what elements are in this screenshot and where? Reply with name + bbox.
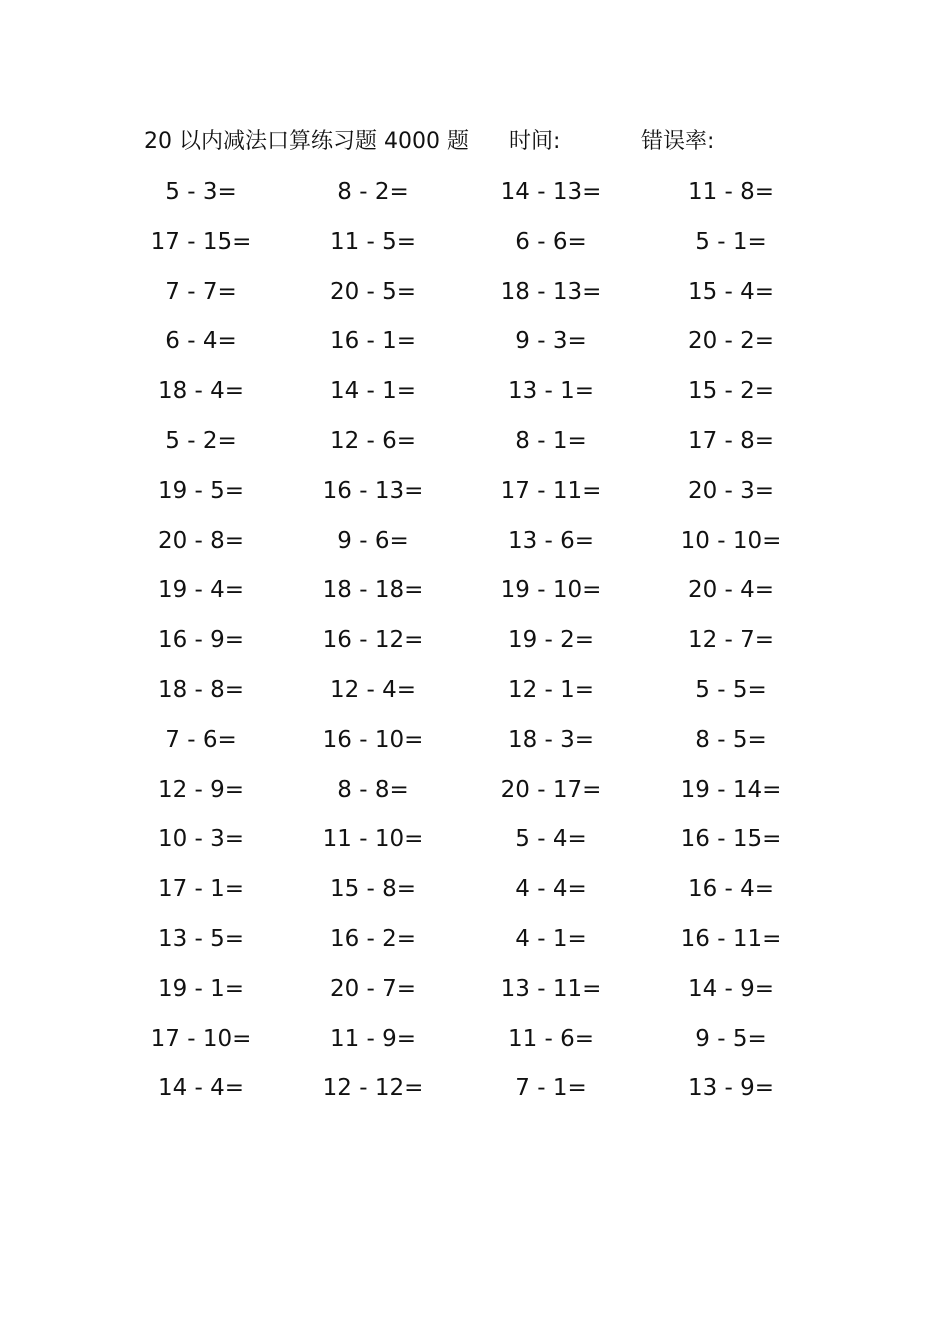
problem-cell: 20 - 2= [687, 328, 775, 355]
problem-cell: 19 - 5= [157, 477, 245, 504]
problem-cell: 6 - 6= [515, 228, 587, 255]
problem-cell: 14 - 4= [157, 1075, 245, 1102]
problem-cell: 5 - 5= [695, 676, 767, 703]
problem-cell: 7 - 7= [165, 278, 237, 305]
problem-cell: 19 - 1= [157, 975, 245, 1002]
problem-cell: 20 - 5= [329, 278, 417, 305]
problem-cell: 15 - 2= [687, 378, 775, 405]
problem-row [0, 720, 950, 770]
problem-cell: 7 - 6= [165, 726, 237, 753]
problem-cell: 16 - 15= [680, 826, 782, 853]
problem-cell: 11 - 6= [507, 1025, 595, 1052]
problem-cell: 8 - 8= [337, 776, 409, 803]
problem-row [0, 819, 950, 869]
problem-row [0, 620, 950, 670]
problem-cell: 14 - 9= [687, 975, 775, 1002]
problem-row [0, 371, 950, 421]
problem-cell: 13 - 9= [687, 1075, 775, 1102]
problem-cell: 8 - 2= [337, 179, 409, 205]
problem-row [0, 969, 950, 1019]
problem-row [0, 670, 950, 720]
problem-cell: 10 - 10= [680, 527, 782, 554]
problem-cell: 20 - 8= [157, 527, 245, 554]
problem-cell: 7 - 1= [515, 1075, 587, 1102]
problem-row [0, 570, 950, 620]
problem-cell: 13 - 1= [507, 378, 595, 405]
problem-cell: 19 - 10= [500, 577, 602, 604]
problem-cell: 8 - 1= [515, 427, 587, 454]
problem-row [0, 869, 950, 919]
problem-cell: 13 - 11= [500, 975, 602, 1002]
problem-cell: 18 - 4= [157, 378, 245, 405]
problem-cell: 15 - 8= [329, 876, 417, 903]
problem-cell: 16 - 4= [687, 876, 775, 903]
problem-cell: 17 - 11= [500, 477, 602, 504]
problem-cell: 16 - 11= [680, 925, 782, 952]
problem-grid [0, 172, 950, 1118]
problem-cell: 18 - 3= [507, 726, 595, 753]
problem-cell: 20 - 7= [329, 975, 417, 1002]
problem-cell: 17 - 1= [157, 876, 245, 903]
problem-cell: 12 - 12= [322, 1075, 424, 1102]
problem-cell: 4 - 4= [515, 876, 587, 903]
problem-cell: 16 - 13= [322, 477, 424, 504]
problem-cell: 18 - 13= [500, 278, 602, 305]
problem-cell: 12 - 6= [329, 427, 417, 454]
problem-cell: 11 - 10= [322, 826, 424, 853]
problem-cell: 6 - 4= [165, 328, 237, 355]
worksheet-title: 20 以内减法口算练习题 4000 题 [144, 129, 469, 154]
problem-row [0, 770, 950, 820]
problem-cell: 18 - 18= [322, 577, 424, 604]
problem-cell: 20 - 17= [500, 776, 602, 803]
problem-cell: 18 - 8= [157, 676, 245, 703]
problem-cell: 5 - 3= [165, 179, 237, 205]
problem-cell: 20 - 4= [687, 577, 775, 604]
problem-cell: 17 - 10= [150, 1025, 252, 1052]
problem-cell: 5 - 4= [515, 826, 587, 853]
problem-cell: 14 - 1= [329, 378, 417, 405]
problem-cell: 9 - 6= [337, 527, 409, 554]
problem-cell: 4 - 1= [515, 925, 587, 952]
problem-cell: 16 - 9= [157, 627, 245, 654]
problem-row [0, 1019, 950, 1069]
problem-cell: 19 - 4= [157, 577, 245, 604]
problem-cell: 15 - 4= [687, 278, 775, 305]
problem-row [0, 471, 950, 521]
problem-cell: 11 - 9= [329, 1025, 417, 1052]
problem-cell: 8 - 5= [695, 726, 767, 753]
problem-cell: 10 - 3= [157, 826, 245, 853]
problem-cell: 12 - 7= [687, 627, 775, 654]
problem-cell: 13 - 5= [157, 925, 245, 952]
problem-cell: 12 - 9= [157, 776, 245, 803]
problem-cell: 17 - 15= [150, 228, 252, 255]
problem-cell: 20 - 3= [687, 477, 775, 504]
worksheet-header [0, 126, 950, 158]
problem-cell: 11 - 8= [687, 179, 775, 205]
problem-row [0, 172, 950, 222]
problem-cell: 16 - 2= [329, 925, 417, 952]
time-label: 时间: [509, 129, 561, 154]
problem-row [0, 919, 950, 969]
problem-cell: 17 - 8= [687, 427, 775, 454]
problem-cell: 12 - 4= [329, 676, 417, 703]
problem-row [0, 222, 950, 272]
problem-row [0, 421, 950, 471]
problem-row [0, 272, 950, 322]
problem-cell: 14 - 13= [500, 179, 602, 205]
problem-cell: 19 - 2= [507, 627, 595, 654]
problem-cell: 19 - 14= [680, 776, 782, 803]
problem-cell: 11 - 5= [329, 228, 417, 255]
problem-cell: 16 - 10= [322, 726, 424, 753]
problem-cell: 5 - 1= [695, 228, 767, 255]
problem-cell: 12 - 1= [507, 676, 595, 703]
problem-cell: 16 - 1= [329, 328, 417, 355]
problem-cell: 5 - 2= [165, 427, 237, 454]
problem-row [0, 521, 950, 571]
problem-cell: 9 - 5= [695, 1025, 767, 1052]
problem-cell: 13 - 6= [507, 527, 595, 554]
error-rate-label: 错误率: [641, 129, 715, 154]
problem-row [0, 321, 950, 371]
problem-cell: 16 - 12= [322, 627, 424, 654]
problem-row [0, 1068, 950, 1118]
problem-cell: 9 - 3= [515, 328, 587, 355]
